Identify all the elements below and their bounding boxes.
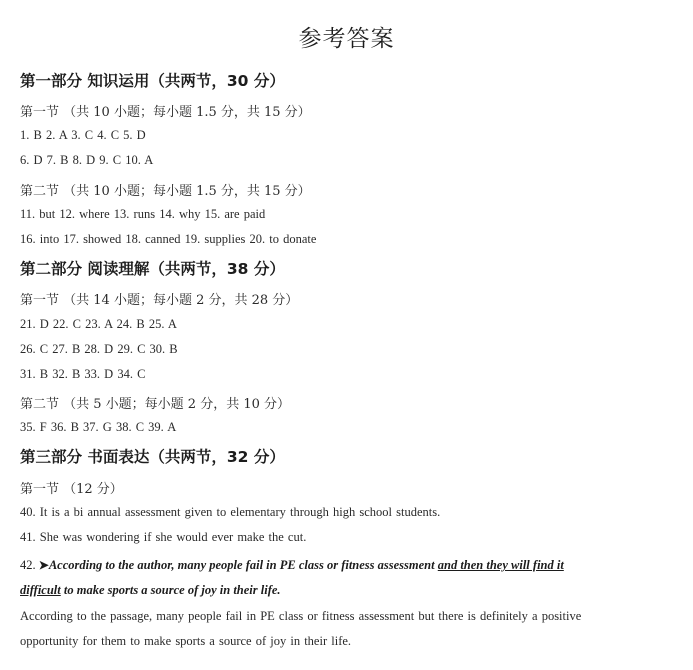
answer-row: 21. D 22. C 23. A 24. B 25. A [20,317,177,331]
part3-heading: 第三部分 书面表达（共两节，32 分） [20,448,285,466]
answer-row: 11. but 12. where 13. runs 14. why 15. are paid [20,207,266,221]
question-42-answer-line1: According to the passage, many people fail in PE class or fitness assessment but there is definitely a positive [20,609,582,623]
page-title: 参考答案 [298,26,395,52]
question-42-quote-line1 [20,558,564,573]
question-42-answer-line2: opportunity for them to make sports a source of joy in their life. [20,634,352,648]
answer-row: 16. into 17. showed 18. canned 19. supplies 20. to donate [20,232,317,246]
part1-section1-heading: 第一节 （共 10 小题；每小题 1.5 分，共 15 分） [20,105,311,120]
answer-row: 35. F 36. B 37. G 38. C 39. A [20,420,177,434]
question-40-answer: 40. It is a bi annual assessment given to elementary through high school students. [20,505,441,519]
question-41-answer: 41. She was wondering if she would ever make the cut. [20,530,307,544]
arrow-icon: ➤ [38,558,49,572]
part1-heading: 第一部分 知识运用（共两节，30 分） [20,72,285,90]
part2-section2-heading: 第二节 （共 5 小题；每小题 2 分，共 10 分） [20,397,291,412]
question-42-number: 42. [20,558,36,572]
part3-section1-heading: 第一节 （12 分） [20,482,123,497]
part1-section2-heading: 第二节 （共 10 小题；每小题 1.5 分，共 15 分） [20,184,311,199]
answer-row: 1. B 2. A 3. C 4. C 5. D [20,128,146,142]
quote-text: to make sports a source of joy in their life. [63,583,281,597]
quote-text: According to the author, many people fail in PE class or fitness assessment [48,558,435,572]
part2-heading: 第二部分 阅读理解（共两节，38 分） [20,260,285,278]
question-42-quote-line2 [20,583,281,598]
quote-underlined-text: difficult [20,583,61,597]
answer-row: 6. D 7. B 8. D 9. C 10. A [20,153,154,167]
quote-underlined-text: and then they will find it [437,558,564,572]
answer-row: 31. B 32. B 33. D 34. C [20,367,146,381]
answer-row: 26. C 27. B 28. D 29. C 30. B [20,342,178,356]
part2-section1-heading: 第一节 （共 14 小题；每小题 2 分，共 28 分） [20,293,299,308]
